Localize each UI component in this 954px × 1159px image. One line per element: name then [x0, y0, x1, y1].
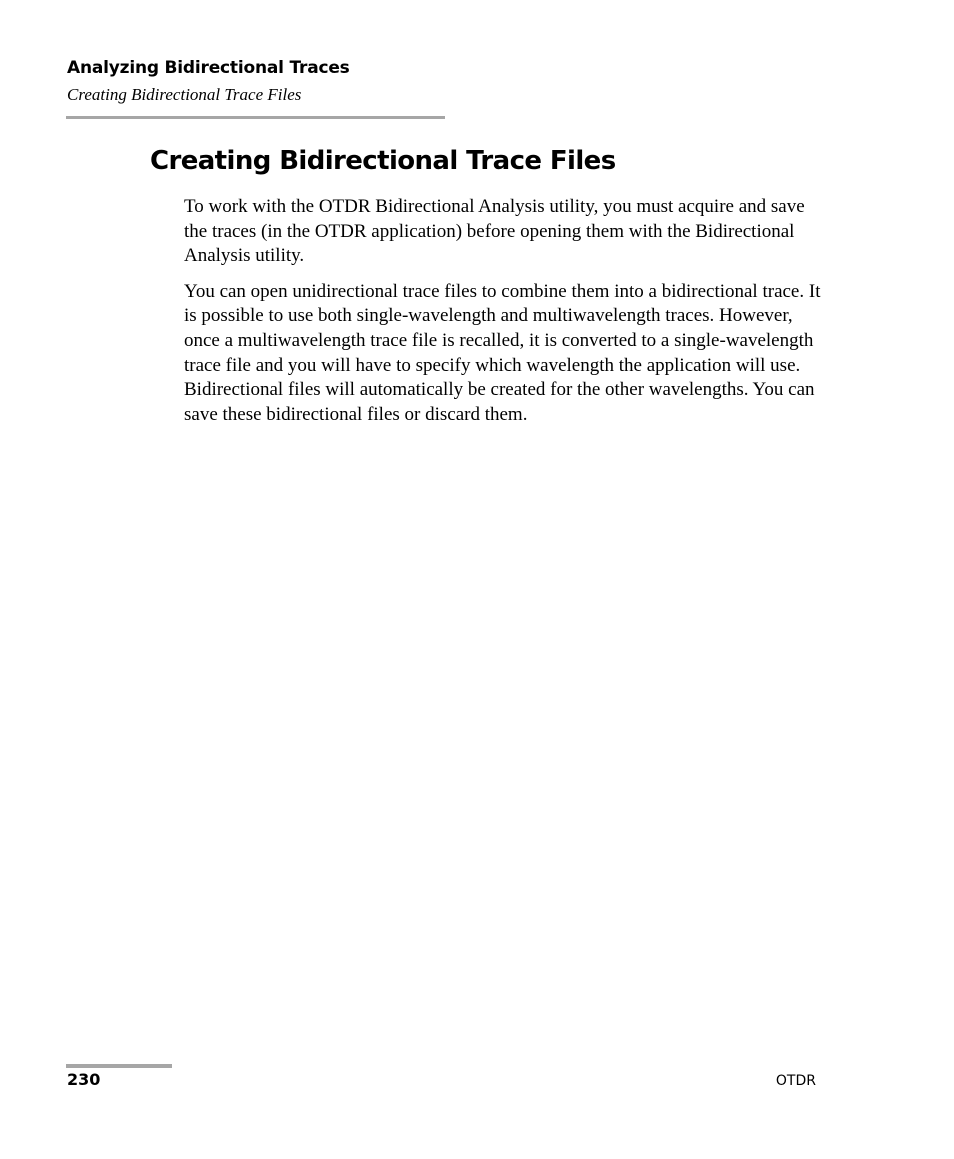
header-section-title: Creating Bidirectional Trace Files [67, 85, 302, 104]
body-text [184, 195, 824, 438]
body-paragraph-2: You can open unidirectional trace files to combine them into a bidirectional trace. It is possible to use both single-wavelength and multiwavelength traces. However, once a multiwavelength trace file is recalled, it is converted to a single-wavelength trace file and you will have to specify which wavelength the application will use. Bidirectional files will automatically be created for the other wavelengths. You can save these bidirectional files or discard them. [184, 280, 821, 425]
body-paragraph-1: To work with the OTDR Bidirectional Analysis utility, you must acquire and save the traces (in the OTDR application) before opening them with the Bidirectional Analysis utility. [184, 196, 805, 267]
footer-rule [66, 1064, 172, 1068]
page-number: 230 [67, 1070, 101, 1089]
running-header [67, 56, 350, 106]
product-name: OTDR [775, 1073, 816, 1089]
header-rule [66, 116, 445, 119]
page-title: Creating Bidirectional Trace Files [150, 146, 616, 176]
header-chapter-title: Analyzing Bidirectional Traces [67, 58, 350, 78]
